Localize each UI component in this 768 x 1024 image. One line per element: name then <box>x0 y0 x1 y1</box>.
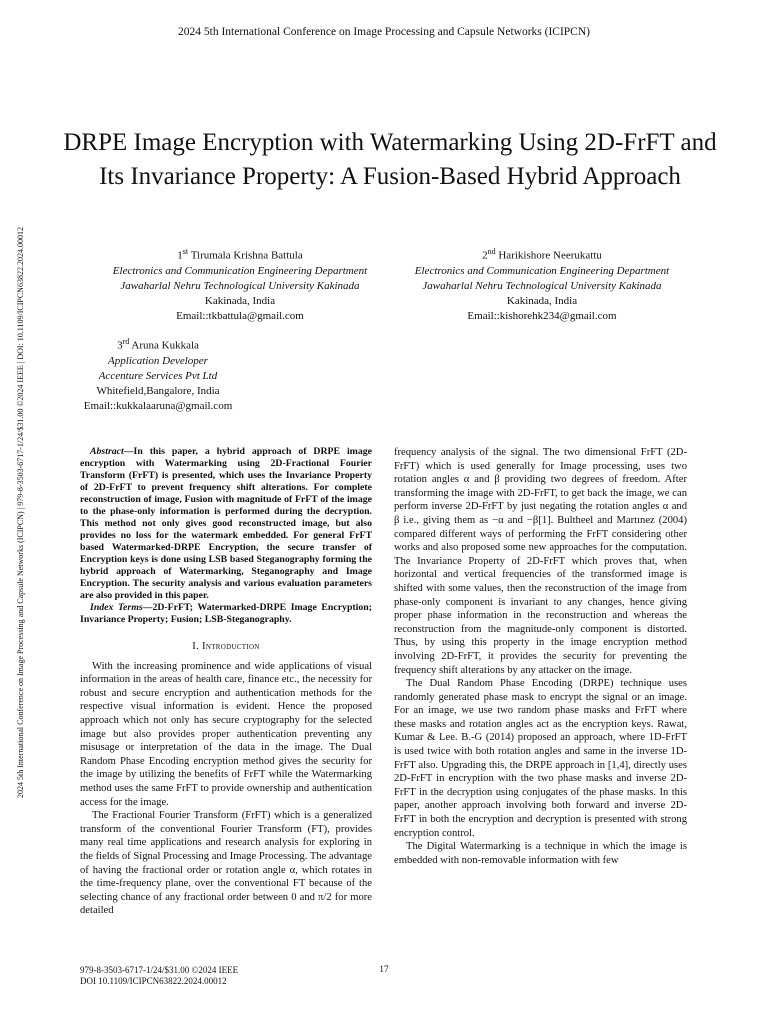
author-3-org: Accenture Services Pvt Ltd <box>98 369 218 382</box>
author-3-name-line <box>70 334 246 354</box>
index-terms <box>80 602 372 626</box>
author-1-ordinal: 1 <box>177 249 183 262</box>
author-1-name-line <box>96 244 384 264</box>
intro-paragraph-2: The Fractional Fourier Transform (FrFT) which is a generalized transform of the conventional Fourier Transform (FT), provides many real time applications and research analysis for exploring in the fields of Signal Processing and Image Processing. The advantage of having the fractional order or rotation angle α, which rotates in the time-frequency plane, over the conventional FT because of the selecting chance of any fractional order between 0 and π/2 for more detailed <box>80 810 372 917</box>
footer-isbn: 979-8-3503-6717-1/24/$31.00 ©2024 IEEE <box>80 965 239 975</box>
author-2-org: Jawaharlal Nehru Technological University Kakinada <box>422 279 662 292</box>
author-2-location: Kakinada, India <box>506 294 578 307</box>
abstract-text: —In this paper, a hybrid approach of DRPE image encryption with Watermarking using 2D-Fractional Fourier Transform (FrFT) is presented, which uses the Invariance Property of 2D-FrFT to prevent frequency shift alterations. For complete reconstruction of image, Fusion with magnitude of FrFT of the image to the phase-only information is performed during the decryption. This method not only gives good reconstructed image, but also provides no loss for the watermark embedded. For general FrFT based Watermarked-DRPE Encryption, the secure transfer of Encryption keys is done using LSB based Steganography forming the hybrid approach of Watermarking, Steganography and Image Encryption. The security analysis and various evaluation parameters are also provided in this paper. <box>80 446 372 601</box>
intro-paragraph-5: The Digital Watermarking is a technique in which the image is embedded with non-removable information with few <box>394 841 687 866</box>
intro-paragraph-3: frequency analysis of the signal. The two dimensional FrFT (2D-FrFT) which is used generally for Image processing, uses two rotation angles α and β providing two degrees of freedom. After transforming the image with 2D-FrFT, to get back the image, we can perform inverse 2D-FrFT by just negating the rotation angles α and β i.e., giving them as −α and −β[1]. Bultheel and Martınez (2004) compared different ways of performing the FrFT considering other works and also proposed some new approaches for the computation. The Invariance Property of 2D-FrFT which proves that, when horizontal and vertical frequencies of the transformed image is shifted with some values, then the reconstruction of the image from phase-only component is invariant to any changes, hence giving proper phase information in the reconstruction and whereas the reconstruction from the magnitude-only component is distorted. Thus, by using this property in the image encryption method involving 2D-FrFT, it provides the security for preventing the frequency shift alterations by any attacker on the image. <box>394 447 687 676</box>
footer-doi: DOI 10.1109/ICIPCN63822.2024.00012 <box>80 976 227 986</box>
paper-title: DRPE Image Encryption with Watermarking Using 2D-FrFT and Its Invariance Property: A Fusion-Based Hybrid Approach <box>63 129 717 190</box>
author-3-location: Whitefield,Bangalore, India <box>96 384 220 397</box>
index-terms-text: —2D-FrFT; Watermarked-DRPE Image Encryption; Invariance Property; Fusion; LSB-Steganography. <box>80 602 372 625</box>
right-column <box>394 446 687 867</box>
author-3 <box>70 334 246 414</box>
author-3-ordinal-sup: rd <box>122 337 130 346</box>
left-column <box>80 446 372 918</box>
author-3-ordinal: 3 <box>117 339 123 352</box>
author-2-email: Email::kishorehk234@gmail.com <box>467 309 617 322</box>
author-2-name-line <box>392 244 692 264</box>
author-1-org: Jawaharlal Nehru Technological University Kakinada <box>120 279 360 292</box>
author-2-ordinal-sup: nd <box>487 247 496 256</box>
author-3-dept: Application Developer <box>108 354 208 367</box>
section-heading: I. Introduction <box>192 641 260 652</box>
index-terms-label: Index Terms <box>90 602 143 613</box>
author-1-email: Email::tkbattula@gmail.com <box>176 309 304 322</box>
author-1-dept: Electronics and Communication Engineering Department <box>112 264 368 277</box>
author-2 <box>392 244 692 324</box>
side-citation <box>14 140 28 885</box>
intro-paragraph-4: The Dual Random Phase Encoding (DRPE) technique uses randomly generated phase mask to encrypt the signal or an image. For an image, we use two random phase masks and FrFT where these masks and rotation angles act as the encryption keys. Rawat, Kumar & Lee. B.-G (2014) proposed an approach, where 1D-FrFT is used twice with both rotation angles and same in the inverse 1D-FrFT also. Upgrading this, the DRPE approach in [1,4], directly uses 2D-FrFT in encryption with the two phase masks and inverse 2D-FrFT in the decryption using conjugates of the phase masks. In this paper, another approach involving both forward and inverse 2D-FrFT in both the encryption and decryption is presented with strong encryption control. <box>394 678 687 839</box>
author-2-dept: Electronics and Communication Engineering Department <box>414 264 670 277</box>
author-1-location: Kakinada, India <box>204 294 276 307</box>
author-3-email: Email::kukkalaaruna@gmail.com <box>83 399 233 412</box>
side-citation-text: 2024 5th International Conference on Image Processing and Capsule Networks (ICIPCN) | 979-8-3503-6717-1/24/$31.00 ©2024 IEEE | DOI: 10.1109/ICIPCN63822.2024.00012 <box>16 227 25 798</box>
author-3-name: Aruna Kukkala <box>131 339 199 352</box>
page-number: 17 <box>379 965 389 975</box>
author-1 <box>96 244 384 324</box>
author-2-ordinal: 2 <box>482 249 488 262</box>
abstract-label: Abstract <box>90 446 124 457</box>
author-1-ordinal-sup: st <box>182 247 189 256</box>
conference-header: 2024 5th International Conference on Image Processing and Capsule Networks (ICIPCN) <box>178 26 590 38</box>
intro-paragraph-1: With the increasing prominence and wide applications of visual information in the areas of health care, finance etc., the necessity for robust and secure encryption and authentication methods for the respective visual information is evident. Hence the proposed approach which not only has secure cryptography for the selected image but also provides proper authentication preventing any misusage or interpretation of the data in the image. The Dual Random Phase Encoding encryption method gives the security for the image by utilizing the benefits of FrFT while the Watermarking method uses the same FrFT to provide ownership and authentication access for the image. <box>80 660 372 808</box>
abstract <box>80 446 372 602</box>
author-2-name: Harikishore Neerukattu <box>498 249 602 262</box>
author-1-name: Tirumala Krishna Battula <box>190 249 303 262</box>
